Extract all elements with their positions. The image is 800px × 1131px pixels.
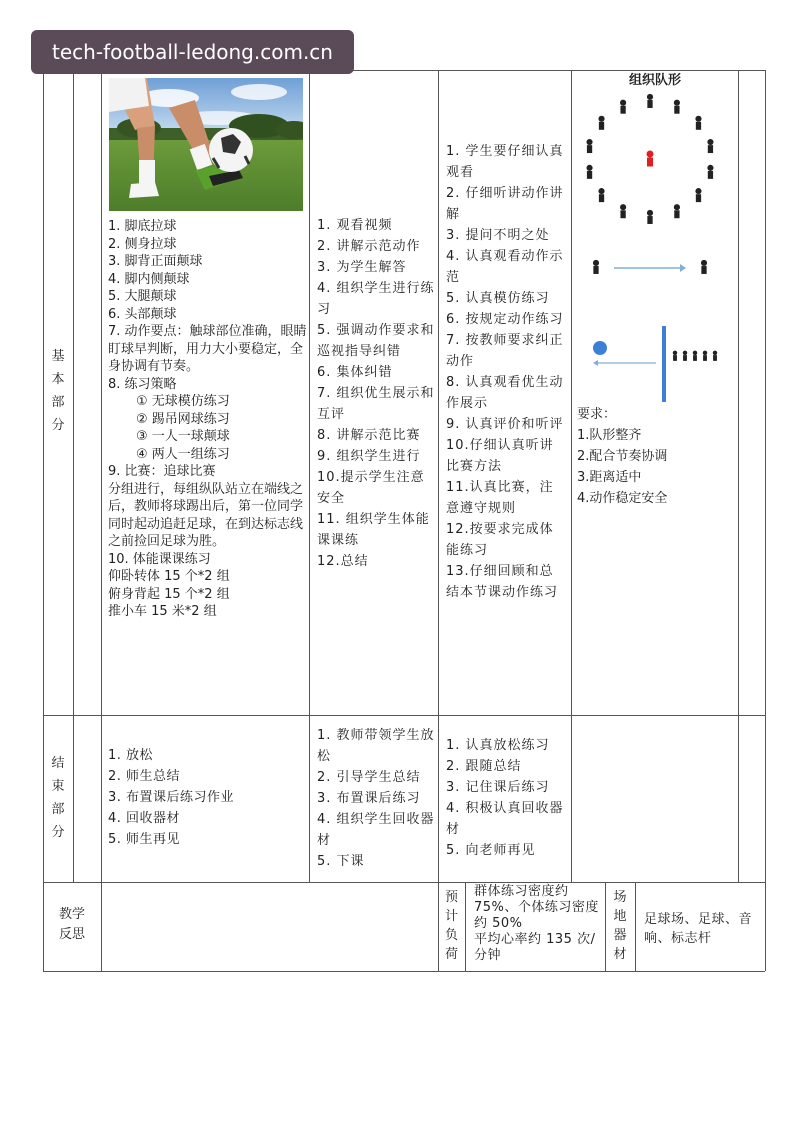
end-teacher-list (317, 725, 435, 872)
list-item: 5. 师生再见 (108, 832, 181, 847)
formation-title: 组织队形 (628, 73, 681, 88)
player-icon (713, 351, 717, 361)
list-item: 2. 引导学生总结 (317, 770, 421, 785)
requirement-item: 3.距离适中 (577, 470, 642, 485)
basic-teacher-list (317, 215, 435, 572)
teacher-icon (647, 151, 654, 167)
list-item: 1. 认真放松练习 (446, 738, 550, 753)
list-item: 2. 侧身拉球 (108, 236, 177, 252)
reflection-label (43, 905, 101, 945)
football-practice-photo (109, 78, 303, 211)
player-icon (647, 210, 653, 224)
list-item: 2. 跟随总结 (446, 759, 522, 774)
load-density: 群体练习密度约 75%、个体练习密度约 50% (474, 884, 599, 931)
label-char: 负 (444, 928, 458, 943)
list-item: ④ 两人一组练习 (136, 446, 230, 462)
player-icon (598, 188, 604, 202)
label-char: 部 (51, 395, 65, 410)
list-item: 4. 积极认真回收器材 (446, 801, 564, 837)
player-icon (586, 165, 592, 179)
list-item: 7. 动作要点：触球部位准确，眼睛盯球早判断，用力大小要稳定，全身协调有节奏。 (108, 324, 307, 374)
list-item: 6. 按规定动作练习 (446, 312, 564, 327)
player-icon (674, 204, 680, 218)
venue-label (605, 888, 635, 964)
list-item: 1. 观看视频 (317, 218, 393, 233)
label-char: 分 (51, 418, 65, 433)
list-item: 3. 布置课后练习 (317, 791, 421, 806)
load-label (438, 888, 465, 964)
list-item: 4. 认真观看动作示范 (446, 249, 564, 285)
requirement-item: 1.队形整齐 (577, 428, 642, 443)
label-char: 本 (51, 372, 65, 387)
label-char: 教学 (58, 907, 85, 922)
list-item: 3. 记住课后练习 (446, 780, 550, 795)
list-item: 11.认真比赛，注意遵守规则 (446, 480, 554, 516)
list-item: 4. 组织学生回收器材 (317, 812, 435, 848)
queue-formation (673, 351, 717, 361)
list-item: ② 踢吊网球练习 (136, 411, 230, 427)
player-icon (683, 351, 687, 361)
list-item: 2. 师生总结 (108, 769, 181, 784)
basic-content-list (108, 218, 308, 621)
run-drill (593, 260, 707, 274)
watermark-label: tech-football-ledong.com.cn (31, 30, 354, 74)
label-char: 部 (51, 802, 65, 817)
list-item: 13.仔细回顾和总结本节课动作练习 (446, 564, 559, 600)
requirements-title: 要求： (577, 407, 617, 422)
player-icon (593, 260, 599, 274)
list-item: 8. 讲解示范比赛 (317, 428, 421, 443)
list-item: 6. 集体纠错 (317, 365, 393, 380)
list-item: 7. 按教师要求纠正动作 (446, 333, 564, 369)
player-icon (620, 204, 626, 218)
load-heart-rate: 平均心率约 135 次/分钟 (474, 932, 596, 963)
requirement-item: 4.动作稳定安全 (577, 491, 668, 506)
load-text (474, 884, 602, 964)
venue-text: 足球场、足球、音响、标志杆 (644, 912, 753, 946)
list-item: 10. 体能课课练习 (108, 551, 211, 567)
list-item: 9. 比赛：追球比赛 (108, 464, 216, 479)
list-item: 9. 认真评价和听评 (446, 417, 564, 432)
label-char: 分 (51, 825, 65, 840)
list-item: 2. 仔细听讲动作讲解 (446, 186, 564, 222)
list-item: ① 无球模仿练习 (136, 394, 230, 409)
list-item: 4. 脚内侧颠球 (108, 271, 190, 287)
list-item: 仰卧转体 15 个*2 组 (108, 569, 230, 584)
list-item: 1. 教师带领学生放松 (317, 728, 435, 764)
label-char: 器 (613, 928, 627, 943)
list-item: 1. 脚底拉球 (108, 219, 177, 234)
list-item: 4. 回收器材 (108, 811, 181, 826)
list-item: 8. 练习策略 (108, 376, 177, 392)
start-line-marker (662, 326, 666, 402)
list-item: 6. 头部颠球 (108, 306, 177, 322)
list-item: 3. 提问不明之处 (446, 228, 550, 243)
list-item: ③ 一人一球颠球 (136, 429, 230, 444)
list-item: 俯身背起 15 个*2 组 (108, 586, 230, 602)
label-char: 基 (51, 349, 65, 364)
player-icon (707, 165, 713, 179)
formation-diagram (572, 90, 738, 410)
list-item: 10.提示学生注意安全 (317, 470, 425, 506)
arrowhead-icon (593, 360, 598, 366)
list-item: 12.按要求完成体能练习 (446, 522, 554, 558)
label-char: 预 (444, 890, 458, 905)
player-icon (586, 139, 592, 153)
player-icon (647, 94, 653, 108)
label-char: 材 (613, 947, 627, 962)
basic-section-label (43, 345, 73, 437)
list-item: 5. 向老师再见 (446, 843, 536, 858)
end-section-label (43, 752, 73, 844)
end-student-list (446, 735, 567, 861)
player-icon (695, 188, 701, 202)
list-item: 3. 脚背正面颠球 (108, 254, 203, 269)
chase-drill (593, 326, 717, 402)
list-item: 5. 下课 (317, 854, 365, 869)
requirement-item: 2.配合节奏协调 (577, 449, 668, 464)
player-icon (703, 351, 707, 361)
list-item: 9. 组织学生进行 (317, 449, 421, 464)
player-icon (693, 351, 697, 361)
list-item: 12.总结 (317, 554, 369, 569)
player-icon (620, 100, 626, 114)
player-icon (598, 116, 604, 130)
end-content-list (108, 745, 308, 850)
label-char: 结 (51, 756, 65, 771)
player-icon (674, 100, 680, 114)
list-item: 5. 大腿颠球 (108, 289, 177, 304)
player-icon (701, 260, 707, 274)
list-item: 8. 认真观看优生动作展示 (446, 375, 564, 411)
label-char: 荷 (444, 947, 458, 962)
list-item: 1. 放松 (108, 748, 154, 763)
list-item: 7. 组织优生展示和互评 (317, 386, 435, 422)
list-item: 5. 强调动作要求和巡视指导纠错 (317, 323, 435, 359)
list-item: 4. 组织学生进行练习 (317, 281, 435, 317)
basic-student-list (446, 141, 567, 603)
label-char: 地 (613, 909, 627, 924)
list-item: 分组进行，每组纵队站立在端线之后，教师将球踢出后，第一位同学同时起动追赶足球，在到达标志线之前捡回足球为胜。 (108, 481, 304, 549)
label-char: 束 (51, 779, 65, 794)
player-icon (695, 116, 701, 130)
player-icon (673, 351, 677, 361)
label-char: 计 (444, 909, 458, 924)
list-item: 11. 组织学生体能课课练 (317, 512, 430, 548)
list-item: 5. 认真模仿练习 (446, 291, 550, 306)
label-char: 反思 (58, 927, 85, 942)
list-item: 推小车 15 米*2 组 (108, 604, 217, 619)
list-item: 3. 为学生解答 (317, 260, 407, 275)
circle-formation (586, 94, 713, 224)
player-icon (707, 139, 713, 153)
list-item: 1. 学生要仔细认真观看 (446, 144, 564, 180)
label-char: 场 (613, 890, 627, 905)
list-item: 2. 讲解示范动作 (317, 239, 421, 254)
formation-requirements (577, 404, 737, 509)
arrowhead-icon (680, 264, 686, 272)
ball-icon (593, 341, 607, 355)
list-item: 10.仔细认真听讲比赛方法 (446, 438, 554, 474)
photo-illustration (109, 78, 303, 211)
list-item: 3. 布置课后练习作业 (108, 790, 235, 805)
